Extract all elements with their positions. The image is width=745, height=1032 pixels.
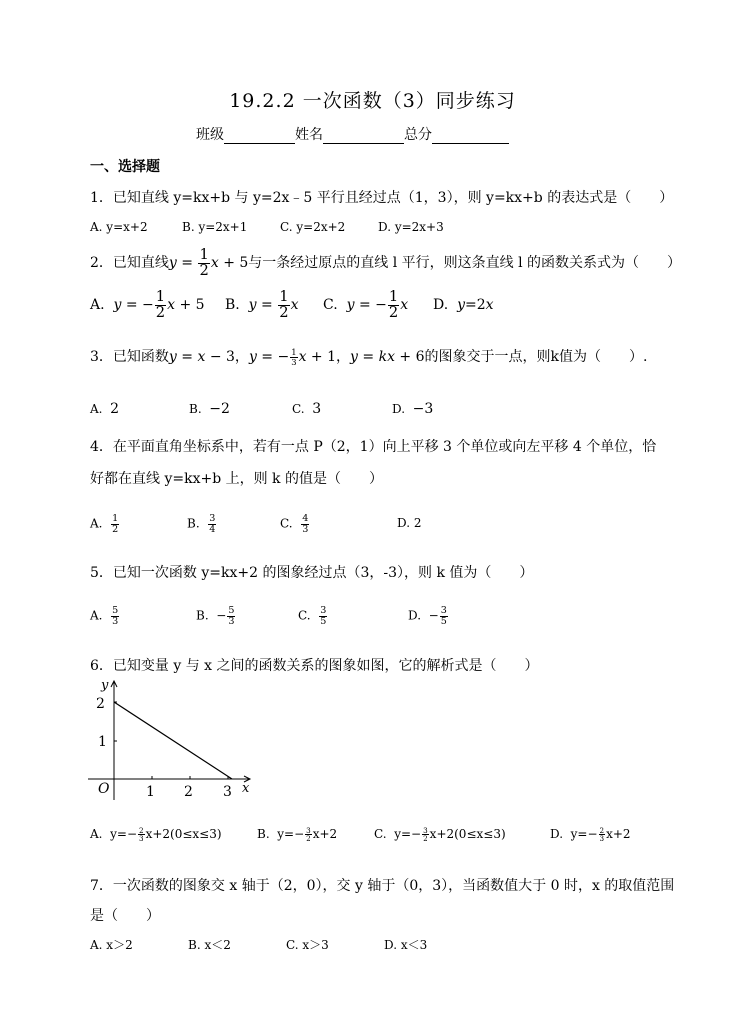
x-tick-label-2: 2 bbox=[184, 784, 193, 800]
question-4-line-1: 4．在平面直角坐标系中，若有一点 P（2，1）向上平移 3 个单位或向左平移 4 个单位，恰 bbox=[90, 439, 657, 455]
q6-option-c: C. y=− $\frac{3}{2}$ x+2(0≤x≤3) bbox=[374, 826, 506, 844]
q7-option-b: B. x＜2 bbox=[188, 938, 231, 952]
origin-label: O bbox=[98, 781, 110, 797]
q6-option-d: D. y=− $\frac{2}{3}$ x+2 bbox=[550, 826, 631, 844]
q5-option-d: D. − $\frac{3}{5}$ bbox=[408, 605, 447, 627]
q6-option-a: A. y=− $\frac{2}{3}$ x+2(0≤x≤3) bbox=[90, 826, 222, 844]
x-tick-label-3: 3 bbox=[223, 784, 232, 800]
y-tick-label-1: 1 bbox=[98, 734, 107, 750]
q5-option-c: C. $\frac{3}{5}$ bbox=[298, 605, 327, 627]
section-heading: 一、选择题 bbox=[90, 159, 160, 175]
q1-option-d: D. y=2x+3 bbox=[378, 220, 444, 234]
q2-option-d: D. y=2x bbox=[433, 297, 494, 314]
q2-options bbox=[90, 290, 494, 320]
x-axis-label: x bbox=[242, 781, 250, 796]
score-label: 总分 bbox=[404, 127, 432, 143]
q2-option-c: C. y = − $\frac{1}{2}$ x bbox=[323, 288, 409, 321]
function-line bbox=[114, 702, 232, 779]
question-6-text: 6．已知变量 y 与 x 之间的函数关系的图象如图，它的解析式是（ ） bbox=[90, 658, 539, 674]
q7-option-a: A. x＞2 bbox=[90, 938, 133, 952]
score-blank bbox=[432, 128, 509, 144]
page-title: 19.2.2 一次函数（3）同步练习 bbox=[229, 90, 516, 112]
q3-prefix: 3．已知函数 bbox=[90, 349, 169, 365]
class-label: 班级 bbox=[196, 127, 224, 143]
q2-suffix: 与一条经过原点的直线 l 平行，则这条直线 l 的函数关系式为（ ） bbox=[248, 255, 682, 272]
question-7-line-1: 7．一次函数的图象交 x 轴于（2，0），交 y 轴于（0，3），当函数值大于 0 时，x 的取值范围 bbox=[90, 878, 675, 894]
q4-option-a: A. $\frac{1}{2}$ bbox=[90, 513, 119, 535]
q7-option-c: C. x＞3 bbox=[286, 938, 329, 952]
q6-option-b: B. y=− $\frac{3}{2}$ x+2 bbox=[257, 826, 338, 844]
q4-option-d: D. 2 bbox=[397, 516, 422, 530]
function-graph bbox=[86, 676, 266, 806]
q3-suffix: 的图象交于一点，则k值为（ ）. bbox=[424, 349, 648, 365]
q3-option-c: C. 3 bbox=[292, 401, 322, 417]
q4-option-c: C. $\frac{4}{3}$ bbox=[280, 513, 309, 535]
question-1-text: 1．已知直线 y=kx+b 与 y=2x﹣5 平行且经过点（1，3），则 y=kx+b 的表达式是（ ） bbox=[90, 190, 674, 206]
q1-option-a: A. y=x+2 bbox=[90, 220, 148, 234]
q2-option-b: B. y = $\frac{1}{2}$ x bbox=[225, 288, 299, 321]
q4-option-b: B. $\frac{3}{4}$ bbox=[187, 513, 216, 535]
q5-option-b: B. − $\frac{5}{3}$ bbox=[196, 605, 235, 627]
question-5-text: 5．已知一次函数 y=kx+2 的图象经过点（3，-3），则 k 值为（ ） bbox=[90, 565, 534, 581]
name-blank bbox=[323, 128, 404, 144]
class-blank bbox=[224, 128, 295, 144]
question-4-line-2: 好都在直线 y=kx+b 上，则 k 的值是（ ） bbox=[90, 471, 383, 487]
y-tick-label-2: 2 bbox=[96, 696, 105, 712]
y-axis-label: y bbox=[101, 678, 109, 693]
q7-option-d: D. x＜3 bbox=[384, 938, 428, 952]
q3-option-b: B. −2 bbox=[189, 401, 230, 417]
question-3-text: 3．已知函数y = x − 3，y = − $\frac{1}{3}$ x + 1，y = kx + 6的图象交于一点，则k值为（ ）. bbox=[90, 347, 648, 367]
q2-prefix: 2．已知直线 bbox=[90, 255, 169, 272]
q1-option-b: B. y=2x+1 bbox=[182, 220, 248, 234]
q3-option-a: A. 2 bbox=[90, 401, 120, 417]
q2-equation: y bbox=[168, 255, 177, 272]
x-tick-label-1: 1 bbox=[146, 784, 155, 800]
question-2-text: 2．已知直线y = $\frac{1}{2}$ x + 5与一条经过原点的直线 l 平行，则这条直线 l 的函数关系式为（ ） bbox=[90, 246, 682, 279]
student-info-line bbox=[196, 124, 509, 144]
q3-option-d: D. −3 bbox=[392, 401, 434, 417]
name-label: 姓名 bbox=[295, 127, 323, 143]
q1-option-c: C. y=2x+2 bbox=[280, 220, 346, 234]
q2-option-a: A. y = − $\frac{1}{2}$ x + 5 bbox=[90, 288, 205, 321]
question-7-line-2: 是（ ） bbox=[90, 908, 160, 924]
q5-option-a: A. $\frac{5}{3}$ bbox=[90, 605, 119, 627]
